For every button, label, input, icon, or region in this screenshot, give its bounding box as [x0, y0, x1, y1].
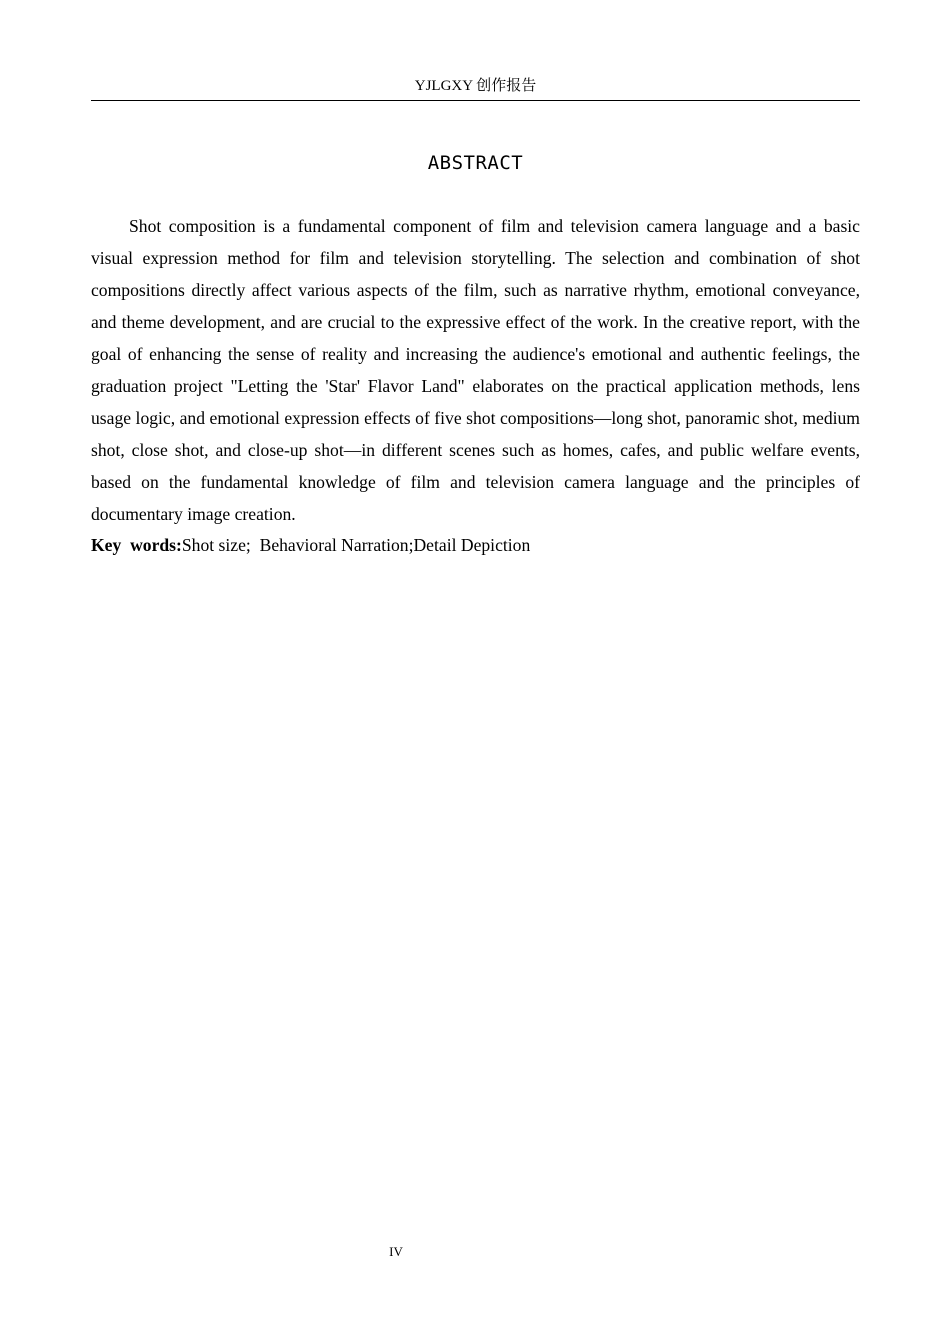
keywords-line — [91, 530, 860, 560]
keywords-value: Shot size; Behavioral Narration;Detail Depiction — [181, 535, 531, 555]
keywords-label: Key words: — [91, 535, 182, 555]
page-number: IV — [389, 1244, 403, 1259]
abstract-title: ABSTRACT — [427, 152, 524, 174]
header-divider — [91, 100, 860, 101]
abstract-body: Shot composition is a fundamental component of film and television camera language and a basic visual expression method for film and television storytelling. The selection and combination of shot compositions directly affect various aspects of the film, such as narrative rhythm, emotional conveyance, and theme development, and are crucial to the expressive effect of the work. In the creative report, with the goal of enhancing the sense of reality and increasing the audience's emotional and authentic feelings, the graduation project "Letting the 'Star' Flavor Land" elaborates on the practical application methods, lens usage logic, and emotional expression effects of five shot compositions—long shot, panoramic shot, medium shot, close shot, and close-up shot—in different scenes such as homes, cafes, and public welfare events, based on the fundamental knowledge of film and television camera language and the principles of documentary image creation. — [91, 216, 860, 524]
page-header: YJLGXY 创作报告 — [414, 78, 537, 94]
